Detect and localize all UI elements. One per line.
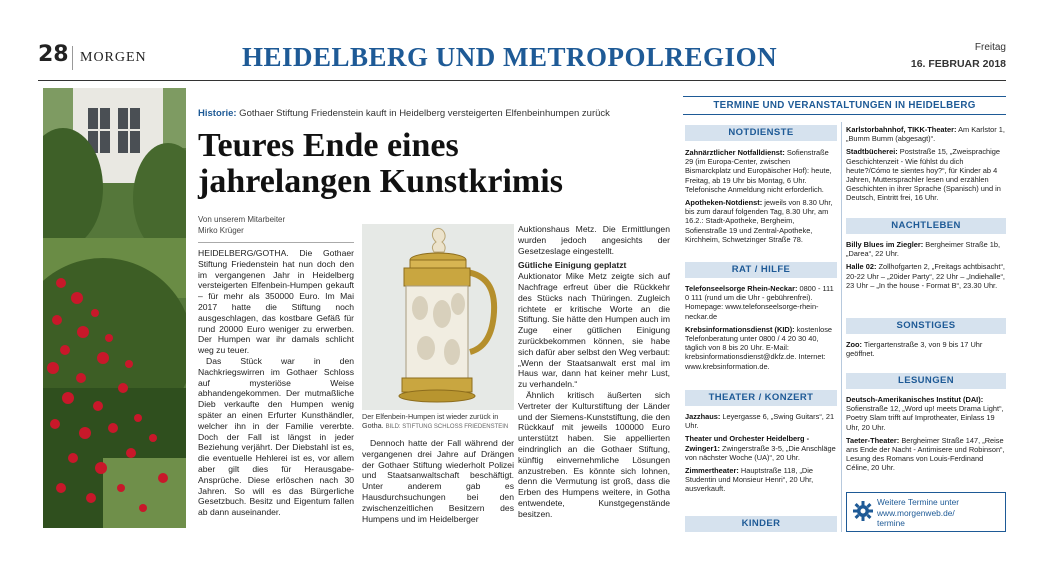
sidebar-rule-top xyxy=(683,96,1006,97)
paragraph: Das Stück war in den Nachkriegswirren im Gothaer Schloss auf mysteriöse Weise abhandengekommen. Der mutmaßliche Dieb verkaufte den Humpen wenig später an einen Erfurter Kunsthändler, welcher ihn in der Familie vererbte. Doch der Fall ist längst in jeder Beziehung verjährt. Der Diebstahl ist es, die eventuelle Hehlerei ist es, vor allem aber gilt dies für Herausgabe-Ansprüche. Diese erlöschen nach 30 Jahren. So will es das Bürgerliche Gesetzbuch. Besitz und Eigentum fallen ab dann auseinander. xyxy=(198,355,354,518)
headline-line-1: Teures Ende eines xyxy=(198,127,459,164)
article-column-1 xyxy=(198,248,354,518)
article-column-2 xyxy=(362,438,514,524)
header-rule xyxy=(38,80,1006,81)
paragraph: HEIDELBERG/GOTHA. Die Gothaer Stiftung Friedenstein hat nun doch den im vergangenen Jahr in Heidelberg versteigerten Elfenbein-Humpen gekauft – für mehr als 350000 Euro. Im Mai 2017 hatte die Stiftung noch ausgeschlagen, das kostbare Gefäß für rund 20000 Euro weniger zu erwerben. Der Humpen war ihr damals schlicht weg zu teuer. xyxy=(198,248,354,356)
kicker-label: Historie: xyxy=(198,108,237,119)
nachtleben-list xyxy=(846,240,1006,294)
article-headline xyxy=(198,128,668,200)
section-title: HEIDELBERG UND METROPOLREGION xyxy=(242,42,778,72)
issue-date: 16. FEBRUAR 2018 xyxy=(910,58,1006,70)
byline-rule xyxy=(198,242,354,243)
paragraph: Auktionshaus Metz. Die Ermittlungen wurden jedoch angesichts der Gesetzeslage eingestellt. xyxy=(518,224,670,256)
ivory-tankard-illustration xyxy=(362,224,514,410)
gear-icon xyxy=(853,501,873,526)
author-byline xyxy=(198,214,285,236)
header-divider xyxy=(72,46,73,70)
notdienste-list xyxy=(685,148,837,248)
subheading: Gütliche Einigung geplatzt xyxy=(518,260,627,271)
list-item: Karlstorbahnhof, TIKK-Theater: Am Karlstor 1, „Bumm Bumm (abgesagt)“. xyxy=(846,125,1005,144)
ivory-tankard-photo xyxy=(362,224,514,410)
more-events-text xyxy=(877,497,1003,529)
brand-name: MORGEN xyxy=(80,50,147,65)
lesungen-list xyxy=(846,395,1006,477)
more-events-box xyxy=(846,492,1006,532)
photo-credit: BILD: STIFTUNG SCHLOSS FRIEDENSTEIN xyxy=(385,424,509,430)
category-lesungen: LESUNGEN xyxy=(846,373,1006,389)
author-name: Mirko Krüger xyxy=(198,226,244,235)
list-item: Apotheken-Notdienst: jeweils von 8.30 Uhr, bis zum darauf folgenden Tag, 8.30 Uhr, am 16.2.: Stadt-Apotheke, Bergheim, Sofienstraße 19 und Zentral-Apotheke, Kirchheim, Schwetzinger Straße 78. xyxy=(685,198,833,244)
list-item: Halle 02: Zollhofgarten 2, „Freitags achtbisacht“, 20-22 Uhr – „20ider Party“, 22 Uhr – „Indiehalle“, 23 Uhr – „In the house - Format B“, 23.30 Uhr. xyxy=(846,262,1005,290)
list-item: Taeter-Theater: Bergheimer Straße 147, „Reise ans Ende der Nacht - Antimisere und Robinson“, Lesung des Romans von Louis-Ferdinand Céline, 20 Uhr. xyxy=(846,435,1005,473)
more-events-line-1: Weitere Termine unter xyxy=(877,497,960,507)
author-intro: Von unserem Mitarbeiter xyxy=(198,215,286,224)
kinder-list xyxy=(846,125,1006,207)
list-item: Zoo: Tiergartenstraße 3, von 9 bis 17 Uhr geöffnet. xyxy=(846,340,983,359)
paragraph: Auktionator Mike Metz zeigte sich auf Nachfrage erfreut über die Rückkehr des Stücks nach Thüringen. Zugleich richtete er kritische Worte an die Stiftung. Sie hätte den Humpen auch im Zuge einer gütlichen Einigung zurückbekommen können, sie habe sich dafür aber selbst den Weg verbaut: „Wenn der Staatsanwalt erst mal im Haus war, dann hat keiner mehr Lust, zu verhandeln.“ xyxy=(518,271,670,390)
caption-text: Der Elfenbein-Humpen ist wieder zurück in Gotha. xyxy=(362,412,499,430)
more-events-link[interactable]: www.morgenweb.de/ xyxy=(877,507,955,518)
sidebar-column-divider xyxy=(841,122,842,532)
sidebar-rule-bottom xyxy=(683,114,1006,115)
category-sonstiges: SONSTIGES xyxy=(846,318,1006,334)
photo-caption xyxy=(362,412,514,432)
paragraph: Dennoch hatte der Fall während der vergangenen drei Jahre auf Drängen der Gothaer Stiftung wiederholt Polizei und Staatsanwaltschaft beschäftigt. Unter anderem gab es Hausdurchsuchungen bei den zwischenzeitlichen Besitzern des Humpens und im Heidelberger xyxy=(362,438,514,524)
article-column-3 xyxy=(518,224,670,520)
list-item: Stadtbücherei: Poststraße 15, „Zweisprachige Geschichtenzeit - Wie fühlst du dich heute?/Cómo te sientes hoy?“, für Kinder ab 4 Jahren, Muttersprachler lesen und erzählen Geschichten in ihrer Sprache (Spanisch) und in Deutsch, Eintritt frei, 16 Uhr. xyxy=(846,147,1001,203)
article-kicker xyxy=(198,108,678,119)
rat-hilfe-list xyxy=(685,284,837,375)
kicker-text: Gothaer Stiftung Friedenstein kauft in Heidelberg versteigerten Elfenbeinhumpen zurück xyxy=(236,108,610,119)
list-item: Deutsch-Amerikanisches Institut (DAI): Sofienstraße 12, „Word up! meets Drama Light“, Poetry Slam trifft auf Improtheater, Einlass 19 Uhr, 20 Uhr. xyxy=(846,395,1004,432)
list-item: Billy Blues im Ziegler: Bergheimer Straße 1b, „Darea“, 22 Uhr. xyxy=(846,240,1001,259)
category-kinder: KINDER xyxy=(685,516,837,532)
events-sidebar-title: TERMINE UND VERANSTALTUNGEN IN HEIDELBERG xyxy=(713,100,976,111)
category-rat-hilfe: RAT / HILFE xyxy=(685,262,837,278)
theater-konzert-list xyxy=(685,412,837,498)
category-nachtleben: NACHTLEBEN xyxy=(846,218,1006,234)
headline-line-2: jahrelangen Kunstkrimis xyxy=(198,163,563,200)
paragraph: Ähnlich kritisch äußerten sich Vertreter der Kulturstiftung der Länder und der Siemens-Kunststiftung, die den Rückkauf mit jeweils 100000 Euro unterstützt haben. Sie appellierten eindringlich an die Gothaer Stiftung, künftig einvernehmliche Lösungen anzustreben. Es könnte sich lohnen, denn die Vermutung ist groß, dass die Erben des Humpens weitere, in Gotha entwendete, Kunstgegenstände besitzen. xyxy=(518,389,670,519)
more-events-line-3: termine xyxy=(877,518,905,528)
garden-photo xyxy=(43,88,186,528)
garden-photo-illustration xyxy=(43,88,186,528)
page-number: 28 xyxy=(38,42,69,67)
category-theater-konzert: THEATER / KONZERT xyxy=(685,390,837,406)
list-item: Krebsinformationsdienst (KID): kostenlose Telefonberatung unter 0800 / 4 20 30 40, täglich von 8 bis 20 Uhr. E-Mail: krebsinformationsdienst@dkfz.de. Internet: www.krebsinformation.de. xyxy=(685,324,833,371)
list-item: Telefonseelsorge Rhein-Neckar: 0800 - 111 0 111 (rund um die Uhr - gebührenfrei). Homepage: www.telefonseelsorge-rhein-neckar.de xyxy=(685,284,834,321)
list-item: Theater und Orchester Heidelberg - Zwinger1: Zwingerstraße 3-5, „Die Anschläge von nächster Woche (UA)“, 20 Uhr. xyxy=(685,434,836,462)
list-item: Jazzhaus: Leyergasse 6, „Swing Guitars“, 21 Uhr. xyxy=(685,412,835,431)
weekday: Freitag xyxy=(974,42,1006,53)
sonstiges-list xyxy=(846,340,1006,362)
list-item: Zimmertheater: Hauptstraße 118, „Die Studentin und Monsieur Henri“, 20 Uhr, ausverkauft. xyxy=(685,466,814,494)
list-item: Zahnärztlicher Notfalldienst: Sofienstraße 29 (im Europa-Center, zwischen Bismarckplatz und Europäischer Hof): heute, Freitag, ab 19 Uhr bis Montag, 6 Uhr. Telefonische Anmeldung nicht erforderlich. xyxy=(685,148,832,194)
category-notdienste: NOTDIENSTE xyxy=(685,125,837,141)
page-header xyxy=(38,42,1006,74)
